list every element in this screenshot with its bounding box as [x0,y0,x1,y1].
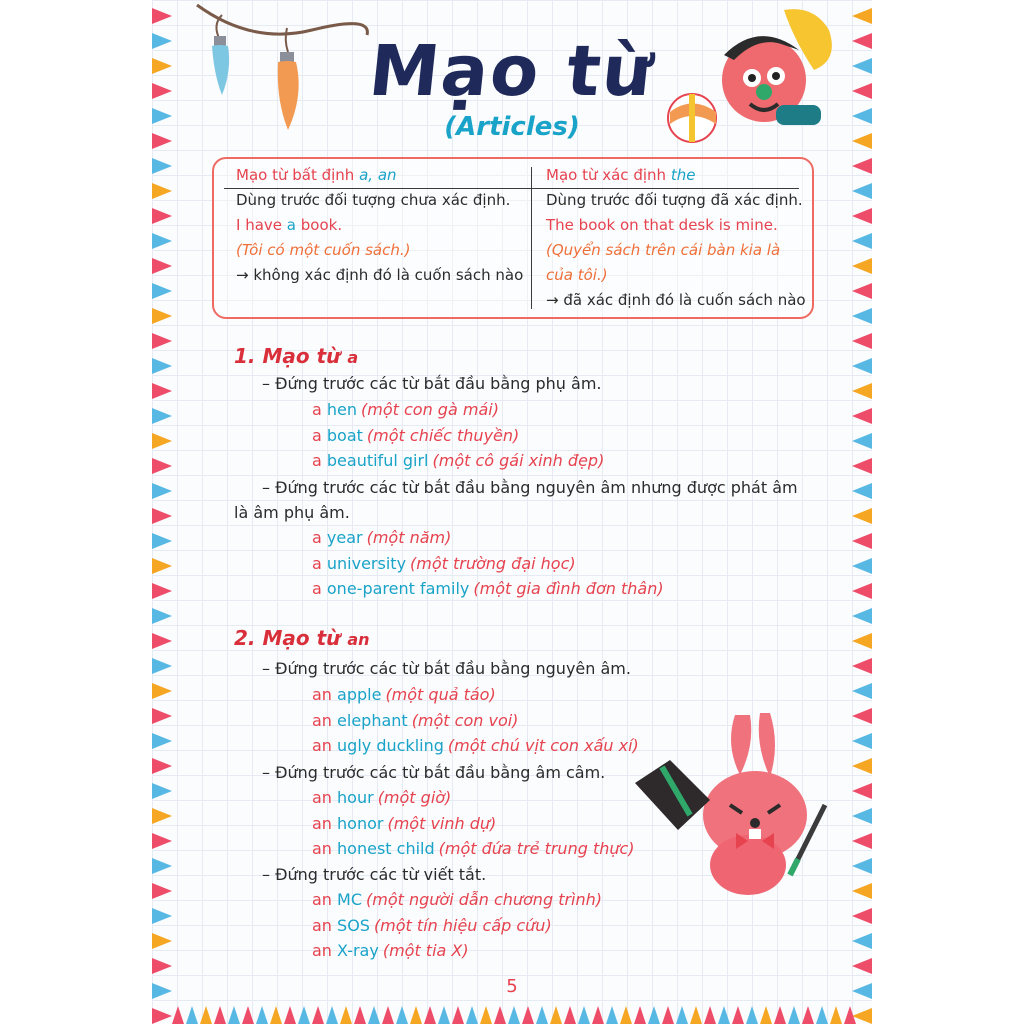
section-1-heading [234,344,358,368]
example-article: a [312,553,327,573]
example-word: year [326,528,363,547]
example-article: a [312,451,327,470]
example-article: an [312,915,338,935]
indefinite-heading-label: Mạo từ bất định [236,166,355,184]
section-1-rule-2-line-1: – Đứng trước các từ bắt đầu bằng nguyên âm nhưng được phát âm [262,478,798,497]
indefinite-translation: (Tôi có một cuốn sách.) [236,241,411,259]
definite-note: → đã xác định đó là cuốn sách nào [546,291,806,309]
example-article: a [312,579,327,598]
definite-translation-line-1: (Quyển sách trên cái bàn kia là [546,241,781,259]
section-1-heading-article: a [347,348,359,367]
example-word: honor [337,813,384,833]
example-article: an [312,839,338,858]
example-word: apple [337,685,382,704]
example-word: X-ray [337,941,379,960]
example-meaning: (một cô gái xinh đẹp) [432,451,605,470]
definite-example: The book on that desk is mine. [546,216,778,234]
definite-heading [546,163,814,188]
example-article: an [312,941,338,960]
section-1-rule-1: – Đứng trước các từ bắt đầu bằng phụ âm. [262,374,602,393]
example-word: ugly duckling [337,736,444,755]
example-meaning: (một con voi) [411,710,519,730]
example-item [312,734,639,758]
example-word: elephant [337,710,408,730]
right-bunting-border [850,0,872,1024]
section-2-heading-article: an [347,630,370,649]
example-meaning: (một chú vịt con xấu xí) [447,736,639,755]
example-item [312,888,602,912]
example-article: a [312,400,327,419]
bunny-magician-icon [630,705,830,900]
section-2-heading-label: 2. Mạo từ [234,626,341,650]
example-meaning: (một giờ) [377,788,452,807]
example-article: an [312,890,338,909]
articles-comparison-table [212,157,814,319]
example-meaning: (một tia X) [382,941,469,960]
example-meaning: (một đứa trẻ trung thực) [438,839,635,858]
example-item [312,837,635,861]
example-article: an [312,685,338,704]
example-word: beautiful girl [326,451,429,470]
indefinite-example [236,213,536,238]
definite-translation-line-2: của tôi.) [546,266,608,284]
example-article: a [312,425,327,445]
example-item [312,449,604,473]
page-title: Mạo từ [365,30,659,112]
example-item [312,914,552,938]
example-item [312,683,496,707]
definite-usage: Dùng trước đối tượng đã xác định. [546,191,803,209]
section-1-heading-label: 1. Mạo từ [234,344,341,368]
example-meaning: (một tín hiệu cấp cứu) [373,915,552,935]
example-item [312,552,576,576]
example-meaning: (một chiếc thuyền) [366,425,520,445]
example-word: boat [326,425,363,445]
example-meaning: (một năm) [366,528,452,547]
example-meaning: (một người dẫn chương trình) [366,890,603,909]
document-page [152,0,872,1024]
bottom-bunting-border [152,1002,872,1024]
definite-heading-article: the [670,166,696,184]
example-word: hour [337,788,374,807]
indefinite-article-column [236,163,536,288]
indefinite-heading-articles: a, an [359,166,397,184]
example-article: an [312,736,338,755]
example-item [312,424,519,448]
page-number: 5 [506,976,518,997]
page-subtitle: (Articles) [444,112,580,142]
indefinite-example-start: I have [236,216,282,234]
indefinite-example-end: book. [300,216,343,234]
example-item [312,786,451,810]
example-article: an [312,813,338,833]
section-2-heading [234,626,370,650]
definite-heading-label: Mạo từ xác định [546,166,667,184]
indefinite-note: → không xác định đó là cuốn sách nào [236,266,524,284]
left-bunting-border [152,0,174,1024]
example-article: an [312,788,338,807]
example-item [312,939,469,963]
example-word: honest child [337,839,435,858]
indefinite-usage: Dùng trước đối tượng chưa xác định. [236,191,511,209]
example-word: university [326,553,407,573]
example-item [312,398,499,422]
example-meaning: (một trường đại học) [410,553,576,573]
section-1-rule-2-line-2: là âm phụ âm. [234,503,350,522]
example-word: MC [337,890,363,909]
example-meaning: (một quả táo) [385,685,496,704]
definite-article-column [546,163,814,313]
example-meaning: (một gia đình đơn thân) [473,579,664,598]
example-word: one-parent family [326,579,470,598]
example-item [312,812,496,836]
example-article: a [312,528,327,547]
example-item [312,709,518,733]
section-2-rule-1: – Đứng trước các từ bắt đầu bằng nguyên âm. [262,659,631,678]
section-2-rule-2: – Đứng trước các từ bắt đầu bằng âm câm. [262,763,606,782]
example-word: SOS [337,915,370,935]
example-meaning: (một vinh dự) [387,813,497,833]
example-item [312,577,664,601]
example-word: hen [326,400,358,419]
indefinite-example-article: a [286,216,296,234]
example-article: an [312,710,338,730]
indefinite-heading [236,163,536,188]
section-2-rule-3: – Đứng trước các từ viết tắt. [262,865,487,884]
example-item [312,526,451,550]
example-meaning: (một con gà mái) [361,400,499,419]
